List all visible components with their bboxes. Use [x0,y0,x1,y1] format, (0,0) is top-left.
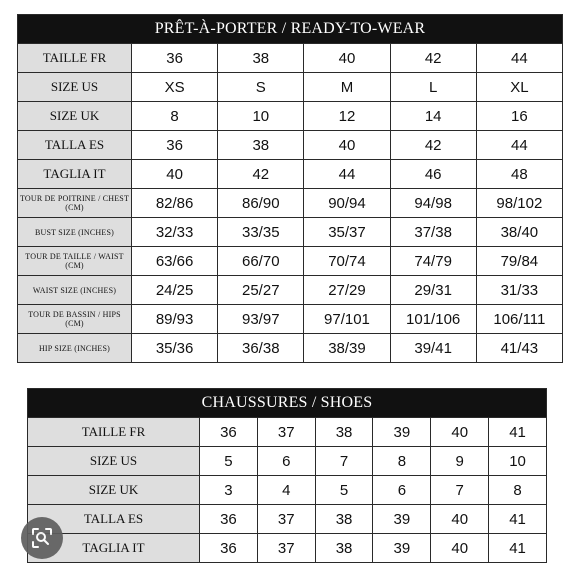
table-row [18,334,563,363]
shoes-rows [28,418,547,563]
table-row [18,189,563,218]
table-cell: 10 [218,102,304,131]
table-cell: 24/25 [132,276,218,305]
table-row [18,131,563,160]
table-row [28,505,547,534]
table-cell: 14 [390,102,476,131]
table-cell: 39 [373,505,431,534]
table-cell: XL [476,73,562,102]
table-cell: XS [132,73,218,102]
row-label: TOUR DE BASSIN / HIPS (CM) [18,305,132,334]
table-cell: 94/98 [390,189,476,218]
table-cell: 38 [315,418,373,447]
row-label: TAGLIA IT [18,160,132,189]
table-cell: 37 [257,505,315,534]
row-label: SIZE US [18,73,132,102]
table-cell: 40 [304,131,390,160]
table-cell: 38 [315,505,373,534]
table-cell: 37/38 [390,218,476,247]
table-cell: 38 [218,44,304,73]
table-cell: 36 [132,44,218,73]
table-row [28,447,547,476]
table-cell: 27/29 [304,276,390,305]
table-cell: 46 [390,160,476,189]
table-cell: 44 [476,44,562,73]
table-cell: 41 [489,418,547,447]
table-cell: L [390,73,476,102]
table-cell: 44 [304,160,390,189]
table-cell: 12 [304,102,390,131]
table-cell: 38/39 [304,334,390,363]
table-cell: 6 [257,447,315,476]
table-cell: 6 [373,476,431,505]
table-header-row [18,15,563,44]
table-cell: 40 [431,418,489,447]
table-cell: 48 [476,160,562,189]
table-cell: 5 [200,447,258,476]
table-cell: 38 [218,131,304,160]
table-cell: 41 [489,534,547,563]
table-cell: 7 [431,476,489,505]
table-cell: 5 [315,476,373,505]
table-cell: 98/102 [476,189,562,218]
table-cell: 8 [132,102,218,131]
table-cell: M [304,73,390,102]
table-cell: 89/93 [132,305,218,334]
table-cell: 38 [315,534,373,563]
table-row [18,102,563,131]
ready-to-wear-size-table [17,14,563,363]
table-row [18,276,563,305]
visual-search-icon[interactable] [21,517,63,559]
table-cell: 33/35 [218,218,304,247]
row-label: WAIST SIZE (INCHES) [18,276,132,305]
table-cell: 97/101 [304,305,390,334]
table-cell: 74/79 [390,247,476,276]
table-row [18,73,563,102]
table-cell: 36 [132,131,218,160]
table-cell: 4 [257,476,315,505]
table-cell: 40 [431,534,489,563]
table-cell: 37 [257,534,315,563]
table-row [28,418,547,447]
table-cell: 93/97 [218,305,304,334]
table-cell: 63/66 [132,247,218,276]
table-cell: 9 [431,447,489,476]
table-cell: 42 [390,44,476,73]
table-cell: 8 [489,476,547,505]
table-cell: 32/33 [132,218,218,247]
row-label: SIZE US [28,447,200,476]
shoes-title: CHAUSSURES / SHOES [28,389,547,418]
table-header-row [28,389,547,418]
table-cell: 3 [200,476,258,505]
table-row [18,247,563,276]
table-cell: 35/37 [304,218,390,247]
table-cell: 36/38 [218,334,304,363]
row-label: TALLA ES [28,505,200,534]
row-label: TOUR DE TAILLE / WAIST (CM) [18,247,132,276]
table-cell: 82/86 [132,189,218,218]
row-label: TOUR DE POITRINE / CHEST (CM) [18,189,132,218]
row-label: TAILLE FR [28,418,200,447]
table-cell: 79/84 [476,247,562,276]
table-cell: 40 [304,44,390,73]
table-cell: 39/41 [390,334,476,363]
table-row [28,476,547,505]
table-row [28,534,547,563]
row-label: TAILLE FR [18,44,132,73]
table-cell: 44 [476,131,562,160]
table-cell: 38/40 [476,218,562,247]
table-cell: 36 [200,505,258,534]
row-label: HIP SIZE (INCHES) [18,334,132,363]
table-cell: 36 [200,418,258,447]
row-label: SIZE UK [18,102,132,131]
table-cell: 7 [315,447,373,476]
table-cell: 8 [373,447,431,476]
row-label: TALLA ES [18,131,132,160]
table-cell: 42 [390,131,476,160]
row-label: TAGLIA IT [28,534,200,563]
table-cell: 40 [431,505,489,534]
table-cell: 35/36 [132,334,218,363]
table-cell: 29/31 [390,276,476,305]
table-row [18,160,563,189]
table-cell: 66/70 [218,247,304,276]
shoes-size-table [27,388,547,563]
table-cell: 39 [373,418,431,447]
table-row [18,305,563,334]
table-cell: 39 [373,534,431,563]
ready-to-wear-title: PRÊT-À-PORTER / READY-TO-WEAR [18,15,563,44]
table-cell: 101/106 [390,305,476,334]
table-cell: 40 [132,160,218,189]
table-cell: 106/111 [476,305,562,334]
ready-to-wear-rows [18,44,563,363]
table-cell: 41 [489,505,547,534]
table-cell: 36 [200,534,258,563]
table-cell: 70/74 [304,247,390,276]
table-cell: 10 [489,447,547,476]
table-row [18,218,563,247]
table-row [18,44,563,73]
row-label: BUST SIZE (INCHES) [18,218,132,247]
table-cell: 16 [476,102,562,131]
table-cell: 25/27 [218,276,304,305]
table-cell: 90/94 [304,189,390,218]
table-cell: S [218,73,304,102]
table-cell: 42 [218,160,304,189]
table-cell: 41/43 [476,334,562,363]
row-label: SIZE UK [28,476,200,505]
table-cell: 37 [257,418,315,447]
table-cell: 31/33 [476,276,562,305]
table-cell: 86/90 [218,189,304,218]
lens-glyph [31,527,53,549]
